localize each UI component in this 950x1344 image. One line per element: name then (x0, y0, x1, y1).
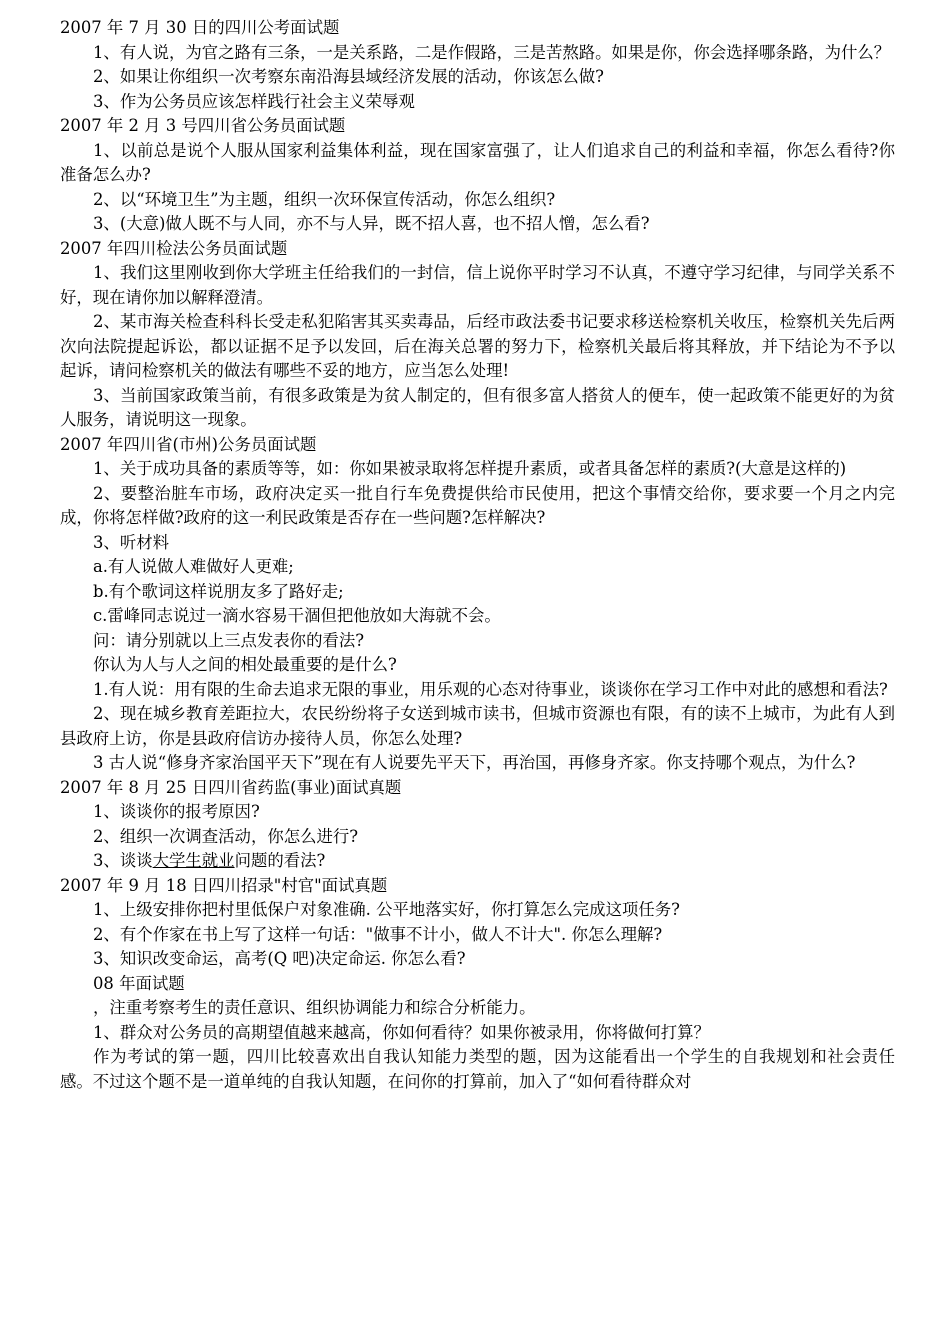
heading-2007-08-25: 2007 年 8 月 25 日四川省药监(事业)面试真题 (60, 777, 402, 797)
question-line: 2、如果让你组织一次考察东南沿海县域经济发展的活动，你该怎么做? (93, 67, 604, 86)
question-line: 2、现在城乡教育差距拉大，农民纷纷将子女送到城市读书，但城市资源也有限，有的读不上城市，为此有人到县政府上访，你是县政府信访办接待人员，你怎么处理? (60, 704, 895, 748)
question-line: 1、群众对公务员的高期望值越来越高，你如何看待？如果你被录用，你将做何打算？ (93, 1022, 710, 1042)
question-line: 3、知识改变命运，高考(Q 吧)决定命运. 你怎么看? (93, 949, 466, 968)
question-line: 1、以前总是说个人服从国家利益集体利益，现在国家富强了，让人们追求自己的利益和幸福，你怎么看待?你准备怎么办? (60, 140, 895, 184)
question-line: 3、当前国家政策当前，有很多政策是为贫人制定的，但有很多富人搭贫人的便车，使一起政策不能更好的为贫人服务，请说明这一现象。 (60, 385, 895, 429)
heading-2007-02-03: 2007 年 2 月 3 号四川省公务员面试题 (60, 116, 346, 135)
heading-2007-shizhou: 2007 年四川省(市州)公务员面试题 (60, 434, 317, 454)
question-line: 2、组织一次调查活动，你怎么进行? (93, 826, 359, 846)
question-line: 3 古人说“修身齐家治国平天下”现在有人说要先平天下，再治国，再修身齐家。你支持哪个观点，为什么? (93, 753, 856, 772)
body-paragraph: 作为考试的第一题，四川比较喜欢出自我认知能力类型的题，因为这能看出一个学生的自我规划和社会责任感。不过这个题不是一道单纯的自我认知题，在问你的打算前，加入了“如何看待群众对 (60, 1047, 895, 1091)
question-line: 2、某市海关检查科科长受走私犯陷害其买卖毒品，后经市政法委书记要求移送检察机关收压，检察机关先后两次向法院提起诉讼，都以证据不足予以发回，后在海关总署的努力下，检察机关最后将其释放，并下结论为不予以起诉，请问检察机关的做法有哪些不妥的地方，应当怎么处理! (60, 312, 895, 380)
question-line: 3、作为公务员应该怎样践行社会主义荣辱观 (93, 91, 415, 111)
underlined-phrase: 大学生就业 (152, 851, 235, 870)
question-line: 2、以“环境卫生”为主题，组织一次环保宣传活动，你怎么组织? (93, 189, 556, 209)
heading-2007-07-30: 2007 年 7 月 30 日的四川公考面试题 (60, 18, 340, 37)
question-line: 你认为人与人之间的相处最重要的是什么? (93, 655, 397, 674)
question-line: 问：请分别就以上三点发表你的看法? (93, 630, 365, 650)
question-suffix: 问题的看法? (234, 851, 326, 870)
question-line: 1、上级安排你把村里低保户对象准确. 公平地落实好，你打算怎么完成这项任务? (93, 900, 680, 919)
document-page (60, 16, 895, 1094)
heading-2007-jianfa: 2007 年四川检法公务员面试题 (60, 238, 288, 258)
question-line (60, 849, 895, 874)
question-line: 1、关于成功具备的素质等等，如：你如果被录取将怎样提升素质，或者具备怎样的素质?(大意是这样的) (93, 459, 847, 478)
body-line: ，注重考察考生的责任意识、组织协调能力和综合分析能力。 (93, 998, 536, 1017)
question-line: 3、(大意)做人既不与人同，亦不与人异，既不招人喜，也不招人憎，怎么看? (93, 214, 650, 233)
material-line: c.雷峰同志说过一滴水容易干涸但把他放如大海就不会。 (93, 606, 501, 625)
question-line: 2、有个作家在书上写了这样一句话："做事不计小，做人不计大". 你怎么理解? (93, 924, 663, 944)
question-prefix: 3、谈谈 (93, 851, 153, 870)
material-line: b.有个歌词这样说朋友多了路好走; (93, 581, 344, 601)
heading-2007-09-18: 2007 年 9 月 18 日四川招录"村官"面试真题 (60, 875, 388, 895)
material-line: a.有人说做人难做好人更难; (93, 557, 294, 576)
question-line: 1、有人说，为官之路有三条，一是关系路，二是作假路，三是苦熬路。如果是你，你会选择哪条路，为什么？ (93, 42, 891, 62)
question-line: 1.有人说：用有限的生命去追求无限的事业，用乐观的心态对待事业，谈谈你在学习工作中对此的感想和看法? (93, 679, 888, 699)
question-line: 1、我们这里刚收到你大学班主任给我们的一封信，信上说你平时学习不认真，不遵守学习纪律，与同学关系不好，现在请你加以解释澄清。 (60, 263, 895, 307)
question-line: 2、要整治脏车市场，政府决定买一批自行车免费提供给市民使用，把这个事情交给你，要求要一个月之内完成，你将怎样做?政府的这一利民政策是否存在一些问题?怎样解决? (60, 483, 895, 527)
question-line: 3、听材料 (93, 532, 169, 552)
heading-08: 08 年面试题 (93, 973, 185, 993)
question-line: 1、谈谈你的报考原因? (93, 802, 260, 821)
